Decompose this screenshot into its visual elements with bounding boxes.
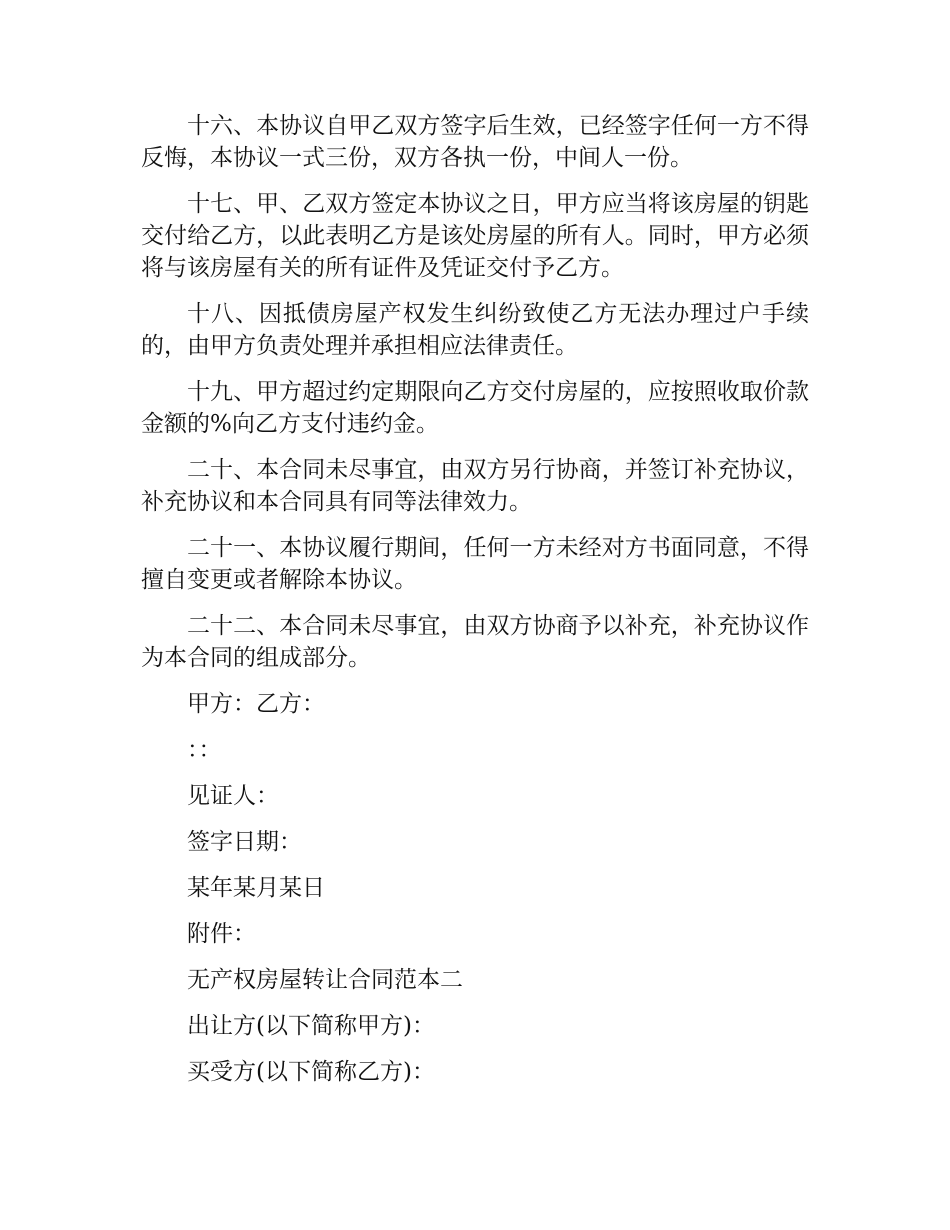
clause-18: 十八、因抵债房屋产权发生纠纷致使乙方无法办理过户手续的，由甲方负责处理并承担相应法律责任。 xyxy=(141,301,809,359)
document-body xyxy=(141,110,809,1102)
buyer-label: 买受方(以下简称乙方)： xyxy=(187,1059,435,1085)
signature-colons: ：： xyxy=(187,737,222,763)
attachment-label: 附件： xyxy=(187,921,256,947)
signing-date-label: 签字日期： xyxy=(187,829,302,855)
clause-19: 十九、甲方超过约定期限向乙方交付房屋的，应按照收取价款金额的%向乙方支付违约金。 xyxy=(141,379,809,437)
witness-label: 见证人： xyxy=(187,783,279,809)
clause-22: 二十二、本合同未尽事宜，由双方协商予以补充，补充协议作为本合同的组成部分。 xyxy=(141,613,809,671)
clause-20: 二十、本合同未尽事宜，由双方另行协商，并签订补充协议，补充协议和本合同具有同等法律效力。 xyxy=(141,457,809,515)
date-placeholder: 某年某月某日 xyxy=(187,875,325,901)
clause-21: 二十一、本协议履行期间，任何一方未经对方书面同意，不得擅自变更或者解除本协议。 xyxy=(141,535,809,593)
clause-17: 十七、甲、乙双方签定本协议之日，甲方应当将该房屋的钥匙交付给乙方，以此表明乙方是该处房屋的所有人。同时，甲方必须将与该房屋有关的所有证件及凭证交付予乙方。 xyxy=(141,191,809,281)
clause-16: 十六、本协议自甲乙双方签字后生效，已经签字任何一方不得反悔，本协议一式三份，双方各执一份，中间人一份。 xyxy=(141,113,809,171)
transferor-label: 出让方(以下简称甲方)： xyxy=(187,1013,435,1039)
template-title: 无产权房屋转让合同范本二 xyxy=(187,967,463,993)
party-signature-labels: 甲方：乙方： xyxy=(187,691,325,717)
